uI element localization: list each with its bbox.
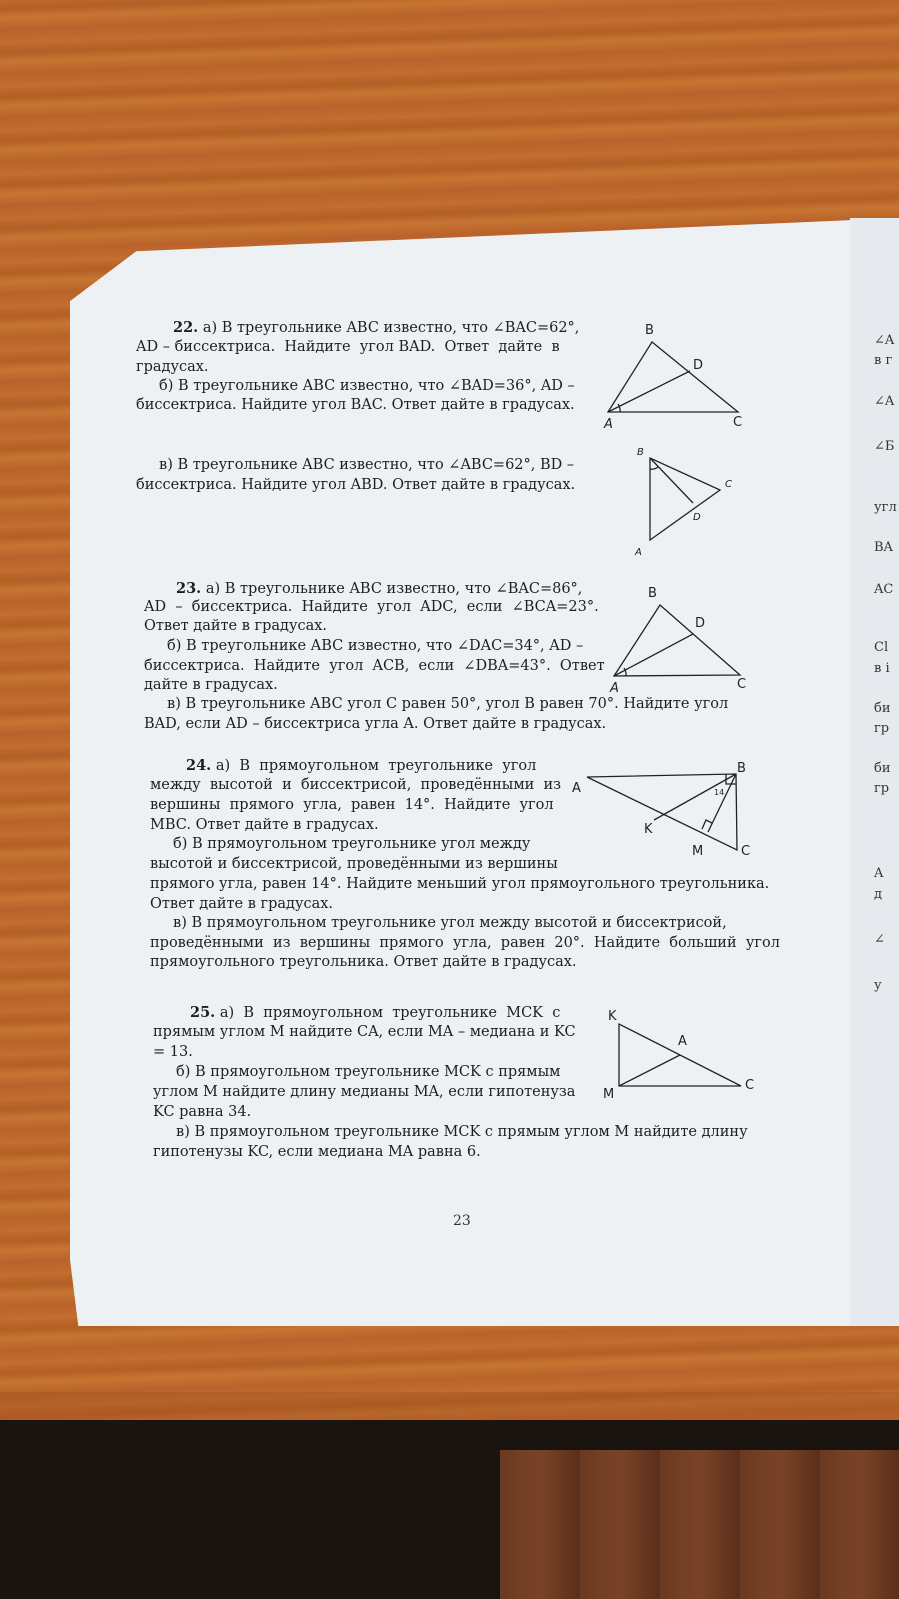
fig22c-label-a: A xyxy=(635,547,642,558)
margin-fragment: ∠A xyxy=(874,394,895,409)
problem-number: 24. xyxy=(186,757,212,774)
fig23-label-d: D xyxy=(695,616,706,631)
problem-25-line-7: в) В прямоугольном треугольнике MCK с прямым углом M найдите длину xyxy=(153,1124,748,1140)
margin-fragment: ∠ xyxy=(874,932,885,947)
problem-22-line-3: градусах. xyxy=(136,359,209,375)
fig22c-label-d: D xyxy=(693,512,701,523)
problem-24-line-6: высотой и биссектрисой, проведёнными из вершины xyxy=(150,856,558,872)
problem-23-line-8: BAD, если AD – биссектриса угла A. Ответ дайте в градусах. xyxy=(144,716,607,732)
fig24-label-b: B xyxy=(737,761,746,776)
fig24-label-m: M xyxy=(692,844,704,859)
fig22a-label-d: D xyxy=(693,358,704,373)
page-number: 23 xyxy=(453,1213,471,1229)
fig25-label-c: C xyxy=(745,1078,755,1093)
problem-24-line-10: проведёнными из вершины прямого угла, равен 20°. Найдите больший угол xyxy=(150,935,780,951)
fig22a-label-b: B xyxy=(645,323,654,338)
problem-23-line-3: Ответ дайте в градусах. xyxy=(144,618,328,634)
margin-fragment: гр xyxy=(874,721,890,736)
problem-24-line-11: прямоугольного треугольника. Ответ дайте в градусах. xyxy=(150,954,577,970)
problem-23-line-1: 23. а) В треугольнике ABC известно, что ∠BAC=86°, xyxy=(176,580,583,597)
problem-24-line-5: б) В прямоугольном треугольнике угол между xyxy=(150,836,531,852)
problem-23-line-7: в) В треугольнике ABC угол C равен 50°, угол B равен 70°. Найдите угол xyxy=(144,696,729,712)
margin-fragment: Cl xyxy=(874,640,889,655)
problem-22-line-6: в) В треугольнике ABC известно, что ∠ABC=62°, BD – xyxy=(136,457,575,473)
margin-fragment: ∠Б xyxy=(874,439,895,454)
margin-fragment: в і xyxy=(874,661,890,676)
problem-number: 22. xyxy=(173,319,199,336)
problem-23-line-5: биссектриса. Найдите угол ACB, если ∠DBA=43°. Ответ xyxy=(144,658,605,674)
problem-24-line-3: вершины прямого угла, равен 14°. Найдите угол xyxy=(150,797,554,813)
problem-22-line-5: биссектриса. Найдите угол BAC. Ответ дайте в градусах. xyxy=(136,397,575,413)
margin-fragment: би xyxy=(874,701,891,716)
figure-23-triangle xyxy=(614,605,740,676)
fig22a-label-a: A xyxy=(604,417,613,432)
fig25-label-a: A xyxy=(678,1034,687,1049)
margin-fragment: у xyxy=(874,978,882,993)
problem-24-line-9: в) В прямоугольном треугольнике угол между высотой и биссектрисой, xyxy=(150,915,727,931)
problem-23-line-6: дайте в градусах. xyxy=(144,677,278,693)
problem-25-line-6: KC равна 34. xyxy=(153,1104,252,1120)
problem-25-line-4: б) В прямоугольном треугольнике MCK с прямым xyxy=(153,1064,561,1080)
problem-number: 25. xyxy=(190,1004,216,1021)
problem-24-line-4: MBC. Ответ дайте в градусах. xyxy=(150,817,379,833)
margin-fragment: гр xyxy=(874,781,890,796)
problem-25-line-1: 25. а) В прямоугольном треугольнике MCK с xyxy=(190,1004,561,1021)
figure-22c-triangle xyxy=(650,458,720,540)
problem-24-line-8: Ответ дайте в градусах. xyxy=(150,896,334,912)
problem-23-line-2: AD – биссектриса. Найдите угол ADC, если ∠BCA=23°. xyxy=(144,599,599,615)
margin-fragment: A xyxy=(874,866,884,881)
margin-fragment: BA xyxy=(874,540,893,555)
problem-24-line-1: 24. а) В прямоугольном треугольнике угол xyxy=(186,757,537,774)
fig22a-label-c: C xyxy=(733,415,743,430)
problem-22-line-4: б) В треугольнике ABC известно, что ∠BAD=36°, AD – xyxy=(136,378,575,394)
problem-24-line-2: между высотой и биссектрисой, проведёнными из xyxy=(150,777,562,793)
margin-fragment: угл xyxy=(874,500,897,515)
fig24-angle-label: 14 xyxy=(714,788,725,797)
fig24-label-k: K xyxy=(644,822,653,837)
fig25-label-k: K xyxy=(608,1009,617,1024)
problem-25-line-2: прямым углом M найдите CA, если MA – медиана и KC xyxy=(153,1024,576,1040)
margin-fragment: AC xyxy=(874,582,894,597)
problem-22-line-7: биссектриса. Найдите угол ABD. Ответ дайте в градусах. xyxy=(136,477,576,493)
fig24-label-c: C xyxy=(741,844,751,859)
margin-fragment: д xyxy=(874,887,883,902)
fig24-label-a: A xyxy=(572,781,581,796)
fig23-label-b: B xyxy=(648,586,657,601)
fig22c-label-b: B xyxy=(637,447,644,458)
problem-25-line-8: гипотенузы KC, если медиана MA равна 6. xyxy=(153,1144,481,1160)
problem-24-line-7: прямого угла, равен 14°. Найдите меньший угол прямоугольного треугольника. xyxy=(150,876,770,892)
problem-number: 23. xyxy=(176,580,202,597)
problem-22-line-2: AD – биссектриса. Найдите угол BAD. Ответ дайте в xyxy=(136,339,560,355)
problem-22-line-1: 22. а) В треугольнике ABC известно, что ∠BAC=62°, xyxy=(173,319,580,336)
margin-fragment: ∠A xyxy=(874,333,895,348)
fig22c-label-c: C xyxy=(725,479,732,490)
fig23-label-a: A xyxy=(610,681,619,696)
problem-25-line-5: углом M найдите длину медианы MA, если гипотенуза xyxy=(153,1084,576,1100)
figure-22a-triangle xyxy=(608,342,738,412)
margin-fragment: би xyxy=(874,761,891,776)
fig25-label-m: M xyxy=(603,1087,615,1102)
problem-25-line-3: = 13. xyxy=(153,1044,193,1060)
margin-fragment: в г xyxy=(874,353,893,368)
figure-24-triangle xyxy=(587,774,737,850)
problem-23-line-4: б) В треугольнике ABC известно, что ∠DAC=34°, AD – xyxy=(144,638,584,654)
fig23-label-c: C xyxy=(737,677,747,692)
